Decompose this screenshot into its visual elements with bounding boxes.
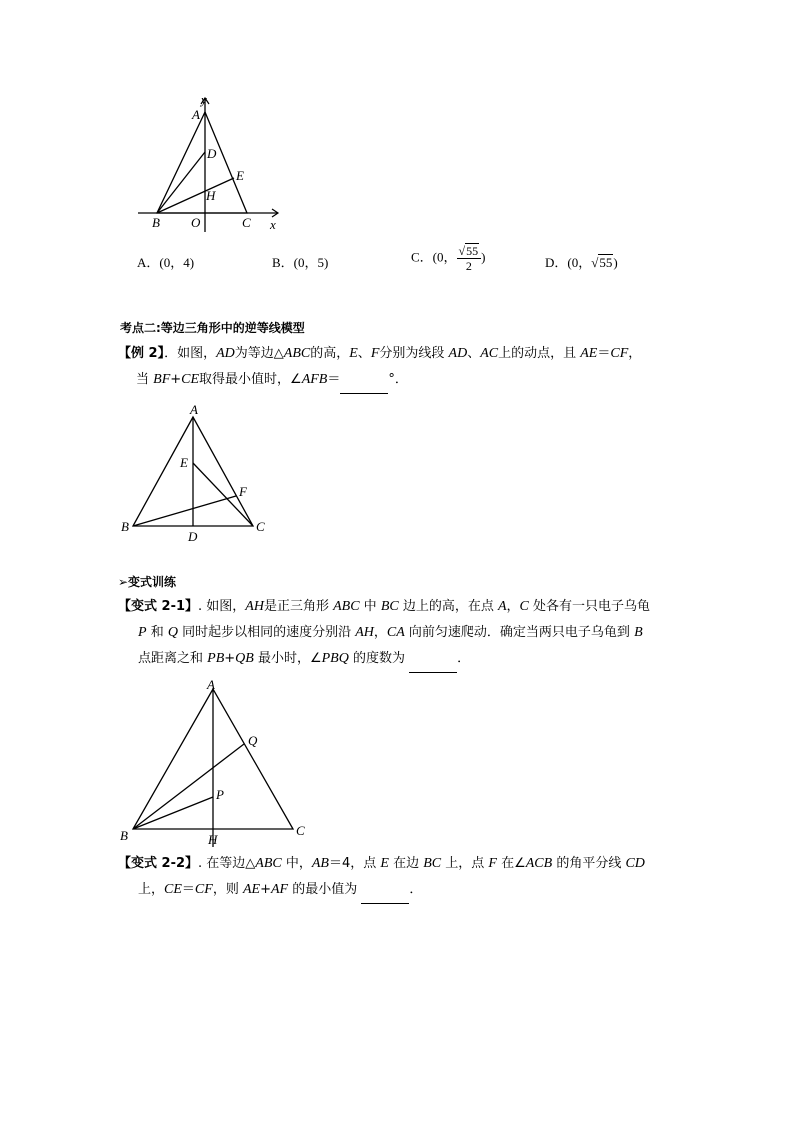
choice-c[interactable]: C．(0， $\frac{√55}{2}$ )	[411, 244, 486, 273]
label-a: A	[190, 402, 198, 417]
variants-title: ➢变式训练	[118, 575, 177, 589]
segment-bq	[133, 744, 244, 829]
label-x: x	[270, 217, 276, 232]
label-c: C	[256, 519, 265, 534]
label-e: E	[180, 455, 188, 470]
figure-coordinate-triangle	[130, 92, 290, 237]
label-f: F	[239, 484, 247, 499]
label-c: C	[296, 823, 305, 838]
variant-2-1	[118, 594, 698, 673]
label-y: y	[201, 92, 207, 107]
segment-bp	[133, 797, 213, 829]
example-2-line1: 【例 2】．如图，AD为等边△ABC的高，E、F分别为线段 AD、AC上的动点，且 AE＝CF，	[118, 346, 642, 361]
label-e: E	[236, 168, 244, 183]
variant-2-1-line2: P 和 Q 同时起步以相同的速度分别沿 AH，CA 向前匀速爬动．确定当两只电子乌龟到 B	[138, 625, 643, 640]
label-d: D	[207, 146, 217, 161]
segment-be	[157, 178, 234, 213]
variant-2-2-line1: 【变式 2-2】. 在等边△ABC 中，AB＝4，点 E 在边 BC 上，点 F 在∠ACB 的角平分线 CD	[118, 856, 645, 871]
variant-2-2	[118, 851, 698, 904]
label-a: A	[207, 677, 215, 692]
label-h: H	[206, 188, 216, 203]
choice-a[interactable]: A．(0，4)	[137, 255, 195, 270]
figure-equilateral-ah	[115, 675, 315, 850]
variant-2-1-line1: 【变式 2-1】. 如图，AH是正三角形 ABC 中 BC 边上的高，在点 A，C 处各有一只电子乌龟	[118, 599, 651, 614]
label-a: A	[192, 107, 200, 122]
variant-2-2-line2: 上，CE＝CF，则 AE+AF 的最小值为 ．	[118, 877, 698, 904]
label-b: B	[121, 519, 129, 534]
triangle-abc	[157, 112, 247, 213]
label-b: B	[120, 828, 128, 843]
label-h: H	[208, 832, 218, 847]
section-title: 考点二:等边三角形中的逆等线模型	[120, 321, 305, 335]
label-p: P	[216, 787, 224, 802]
segment-bf	[133, 496, 236, 526]
variant-2-1-line3: 点距离之和 PB+QB 最小时，∠PBQ 的度数为 ．	[118, 646, 698, 673]
example-2	[118, 341, 678, 394]
choice-b[interactable]: B．(0，5)	[272, 255, 329, 270]
label-c: C	[242, 215, 251, 230]
answer-blank[interactable]	[409, 646, 457, 673]
answer-blank[interactable]	[361, 877, 409, 904]
fraction-sqrt55-over-2: $\frac{√55}{2}$	[457, 244, 482, 273]
label-d: D	[188, 529, 198, 544]
example-2-line2: 当 BF+CE取得最小值时，∠AFB＝ °．	[118, 367, 678, 394]
choice-d[interactable]: D．(0，√55)	[545, 255, 618, 270]
answer-blank[interactable]	[340, 367, 388, 394]
label-o: O	[191, 215, 201, 230]
label-q: Q	[248, 733, 258, 748]
figure-equilateral-ad	[118, 400, 278, 545]
label-b: B	[152, 215, 160, 230]
